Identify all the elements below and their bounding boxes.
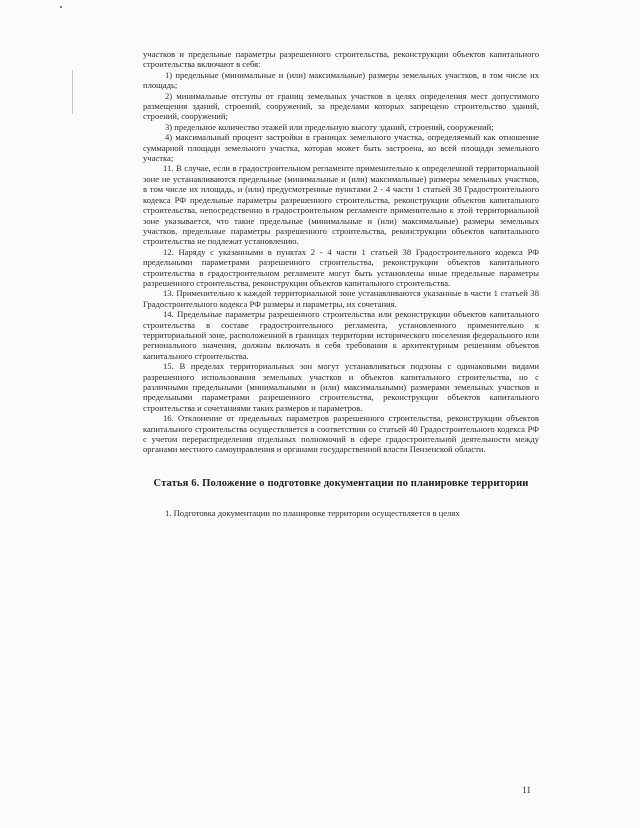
article-heading: Статья 6. Положение о подготовке документации по планировке территории xyxy=(153,477,529,489)
paragraph-item-4: 4) максимальный процент застройки в границах земельного участка, определяемый как отношение суммарной площади земельного участка, которая может быть застроена, ко всей площади земельного участка; xyxy=(143,132,539,164)
paragraph-11: 11. В случае, если в градостроительном регламенте применительно к определенной территориальной зоне не устанавливаются предельные (минимальные и (или) максимальные) размеры земельных участков, в том числе их площадь, и (или) предусмотренные пунктами 2 - 4 части 1 статьей 38 Градостроительного кодекса РФ предельные параметры разрешенного строительства, реконструкции объектов капитального строительства, непосредственно в градостроительном регламенте применительно к этой территориальной зоне указывается, что такие предельные (минимальные и (или) максимальные) размеры земельных участков, предельные параметры разрешенного строительства, реконструкции объектов капитального строительства не подлежат установлению. xyxy=(143,163,539,247)
paragraph-13: 13. Применительно к каждой территориальной зоне устанавливаются указанные в части 1 статьей 38 Градостроительного кодекса РФ размеры и параметры, их сочетания. xyxy=(143,288,539,309)
scan-edge-line xyxy=(72,70,73,114)
paragraph-12: 12. Наряду с указанными в пунктах 2 - 4 части 1 статьей 38 Градостроительного кодекса РФ предельными параметрами разрешенного строительства, реконструкции объектов капитального строительства в градостроительном регламенте могут быть установлены иные предельные параметры разрешенного строительства, реконструкции объектов капитального строительства. xyxy=(143,246,539,288)
page-number: 11 xyxy=(522,786,532,796)
scan-mark xyxy=(60,6,62,8)
paragraph-article-6-item-1: 1. Подготовка документации по планировке территории осуществляется в целях xyxy=(165,508,460,519)
paragraph-item-2: 2) минимальные отступы от границ земельных участков в целях определения мест допустимого размещения зданий, строений, сооружений, за пределами которых запрещено строительство зданий, строений, сооружений; xyxy=(143,90,539,122)
paragraph-15: 15. В пределах территориальных зон могут устанавливаться подзоны с одинаковыми видами разрешенного использования земельных участков и объектов капитального строительства, но с различными предельными (минимальными и (или) максимальными) размерами земельных участков и предельными параметрами разрешенного строительства, реконструкции объектов капитального строительства и сочетаниями таких размеров и параметров. xyxy=(143,361,539,413)
paragraph-continuation: участков и предельные параметры разрешенного строительства, реконструкции объектов капитального строительства включают в себя: xyxy=(143,49,539,70)
document-body xyxy=(143,49,539,519)
paragraph-item-3: 3) предельное количество этажей или предельную высоту зданий, строений, сооружений; xyxy=(165,121,494,132)
paragraph-14: 14. Предельные параметры разрешенного строительства или реконструкции объектов капитального строительства в составе градостроительного регламента, установленного применительно к территориальной зоне, расположенной в границах территории исторического поселения федерального или регионального значения, должны включать в себя требования к архитектурным решениям объектов капитального строительства. xyxy=(143,309,539,361)
paragraph-16: 16. Отклонение от предельных параметров разрешенного строительства, реконструкции объектов капитального строительства осуществляется в соответствии со статьей 40 Градостроительного кодекса РФ с учетом перераспределения отдельных полномочий в сфере градостроительной деятельности между органами местного самоуправления и органами государственной власти Пензенской области. xyxy=(143,413,539,455)
paragraph-item-1: 1) предельные (минимальные и (или) максимальные) размеры земельных участков, в том числе их площадь; xyxy=(143,69,539,91)
